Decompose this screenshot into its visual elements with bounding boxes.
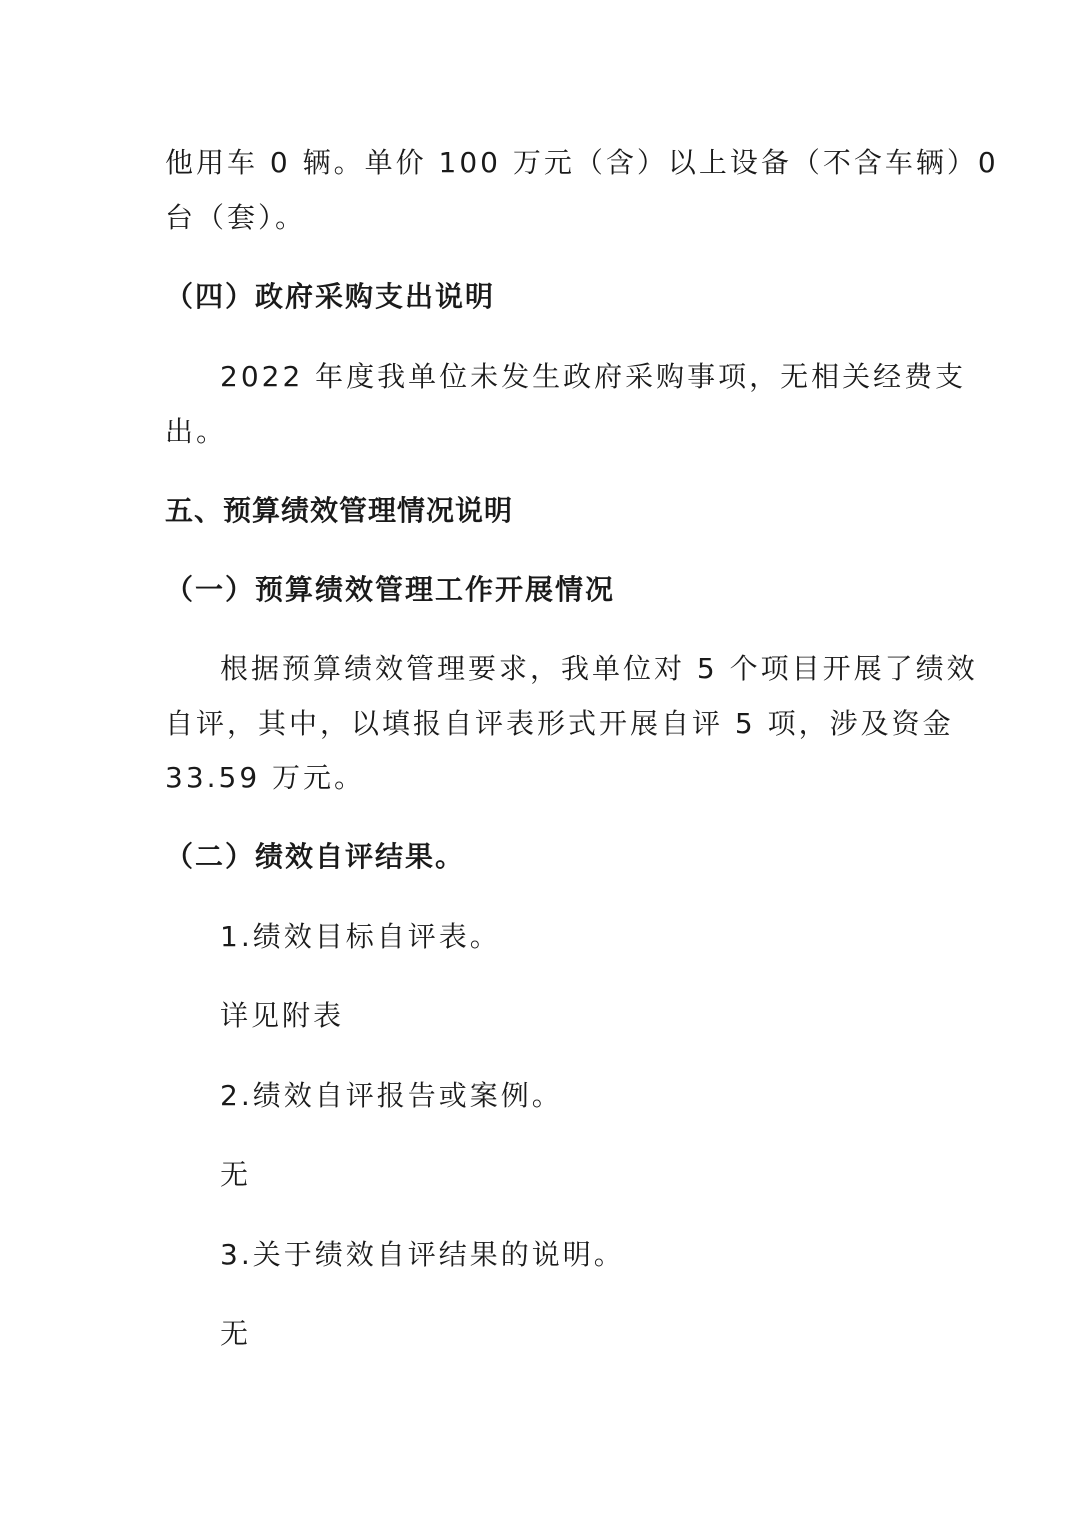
paragraph-procurement-line-2: 出。 xyxy=(165,415,228,448)
heading-procurement: （四）政府采购支出说明 xyxy=(165,280,496,313)
paragraph-work-line-3: 33.59 万元。 xyxy=(165,761,366,794)
item-3-title: 3.关于绩效自评结果的说明。 xyxy=(220,1238,625,1271)
item-1-value: 详见附表 xyxy=(220,999,345,1032)
paragraph-vehicle-line-1: 他用车 0 辆。单价 100 万元（含）以上设备（不含车辆）0 xyxy=(165,146,999,179)
item-1-title: 1.绩效目标自评表。 xyxy=(220,920,501,953)
paragraph-procurement-line-1: 2022 年度我单位未发生政府采购事项，无相关经费支 xyxy=(220,360,967,393)
item-2-value: 无 xyxy=(220,1158,252,1191)
item-3-value: 无 xyxy=(220,1317,252,1350)
paragraph-work-line-2: 自评，其中，以填报自评表形式开展自评 5 项，涉及资金 xyxy=(165,707,954,740)
paragraph-work-line-1: 根据预算绩效管理要求，我单位对 5 个项目开展了绩效 xyxy=(220,652,978,685)
heading-results: （二）绩效自评结果。 xyxy=(165,840,466,873)
paragraph-vehicle-line-2: 台（套）。 xyxy=(165,201,307,234)
item-2-title: 2.绩效自评报告或案例。 xyxy=(220,1079,563,1112)
heading-section-5: 五、预算绩效管理情况说明 xyxy=(165,494,514,527)
heading-work: （一）预算绩效管理工作开展情况 xyxy=(165,573,616,606)
